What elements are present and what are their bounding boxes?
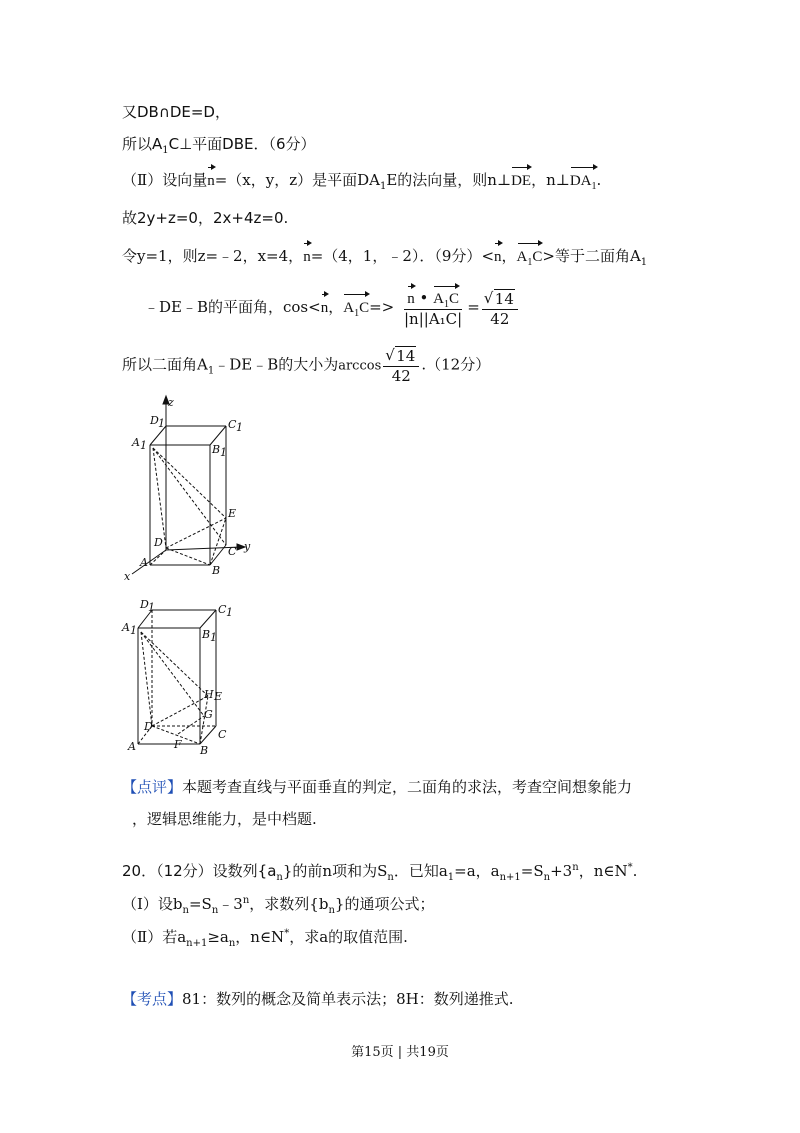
svg-text:y: y xyxy=(244,540,251,553)
svg-text:A: A xyxy=(122,621,130,634)
svg-text:E: E xyxy=(214,690,223,703)
comment-line: ，逻辑思维能力，是中档题. xyxy=(132,810,317,828)
svg-text:A: A xyxy=(132,436,140,449)
page-footer: 第15页 | 共19页 xyxy=(351,1045,449,1060)
knowledge-tag: 【考点】 xyxy=(122,990,183,1008)
svg-text:A: A xyxy=(128,740,136,753)
knowledge-point: 【考点】81：数列的概念及简单表示法；8H：数列递推式. xyxy=(122,990,514,1008)
comment-line: 【点评】本题考查直线与平面垂直的判定，二面角的求法，考查空间想象能力 xyxy=(122,778,633,796)
svg-text:B: B xyxy=(202,628,211,641)
text-line: 故2y+z=0，2x+4z=0. xyxy=(122,209,289,227)
figure-prism-coordinates xyxy=(116,390,266,590)
svg-text:D: D xyxy=(154,536,163,549)
svg-text:x: x xyxy=(124,570,131,583)
text-line: 又DB∩DE=D， xyxy=(122,103,230,121)
svg-text:1: 1 xyxy=(220,446,227,459)
svg-text:1: 1 xyxy=(226,606,233,619)
svg-text:1: 1 xyxy=(148,601,155,614)
vector-da1: $DA_1$ xyxy=(570,170,597,192)
svg-text:G: G xyxy=(204,708,213,721)
svg-text:z: z xyxy=(168,396,174,409)
svg-text:B: B xyxy=(200,744,209,757)
text-line: 所以二面角$A_1﹣DE﹣B$的大小为arccos √ $\frac{14}{42}$ .（12分） xyxy=(122,346,490,385)
vector-a1c: $A_1C$ xyxy=(343,297,369,319)
svg-text:1: 1 xyxy=(140,439,147,452)
svg-text:1: 1 xyxy=(130,624,137,637)
svg-text:D: D xyxy=(144,720,153,733)
svg-text:F: F xyxy=(174,738,182,751)
vector-de: DE xyxy=(511,170,531,192)
svg-text:D: D xyxy=(150,414,159,427)
vector-n: n xyxy=(207,170,215,192)
text-line: （Ⅱ）设向量n=（x，y，z）是平面$DA_1E$的法向量，则n⊥DE，$n\perp DA_1$. xyxy=(122,171,602,192)
subquestion-1: （Ⅰ）设$b_n=S_n﹣3^n$，求数列$\{b_n\}$的通项公式； xyxy=(122,895,435,916)
comment-tag: 【点评】 xyxy=(122,778,183,796)
svg-text:A: A xyxy=(140,556,148,569)
text-line: 所以$A_1C\perp$平面DBE．（6分） xyxy=(122,135,316,156)
svg-text:D: D xyxy=(140,598,149,611)
cosine-fraction: $\frac{n • A_1C}{\text{|n||A₁C|}}$ xyxy=(404,289,463,328)
svg-text:1: 1 xyxy=(158,417,165,430)
vector-a1c: $A_1C$ xyxy=(517,246,543,268)
svg-text:B: B xyxy=(212,443,221,456)
problem-20: 20．（12分）设数列$\{a_n\}$的前n项和为$S_n$．已知$a_1=a$，$a_{n+1}=S_n+3^n$，n∈N*. xyxy=(122,862,638,883)
svg-text:1: 1 xyxy=(236,421,243,434)
svg-text:B: B xyxy=(212,564,221,577)
vector-n: n xyxy=(321,297,329,319)
svg-text:C: C xyxy=(218,603,227,616)
vector-n: n xyxy=(494,246,502,268)
text-line: ﹣DE﹣B的平面角，cos<n，$A_1C=>$ $\frac{n • A_1C}{\text{|n||A₁C|}}$ = √ $\frac{14}{42}$ xyxy=(144,288,520,328)
vector-n: n xyxy=(303,246,311,268)
svg-text:C: C xyxy=(228,418,237,431)
svg-text:E: E xyxy=(228,507,237,520)
svg-text:C: C xyxy=(228,545,237,558)
figure-prism-construction xyxy=(116,596,266,766)
svg-text:1: 1 xyxy=(210,631,217,644)
result-fraction: √ $\frac{14}{42}$ xyxy=(482,289,518,328)
text-line: 令y=1，则z=﹣2，x=4，n=（4，1，﹣2）．（9分）<n，$A_1C>$等于二面角$A_1$ xyxy=(122,247,648,268)
svg-text:H: H xyxy=(204,688,214,701)
subquestion-2: （Ⅱ）若$a_{n+1}\ge a_n$，n∈N*，求a的取值范围. xyxy=(122,928,408,949)
answer-fraction: √ $\frac{14}{42}$ xyxy=(383,346,419,385)
svg-text:C: C xyxy=(218,728,227,741)
